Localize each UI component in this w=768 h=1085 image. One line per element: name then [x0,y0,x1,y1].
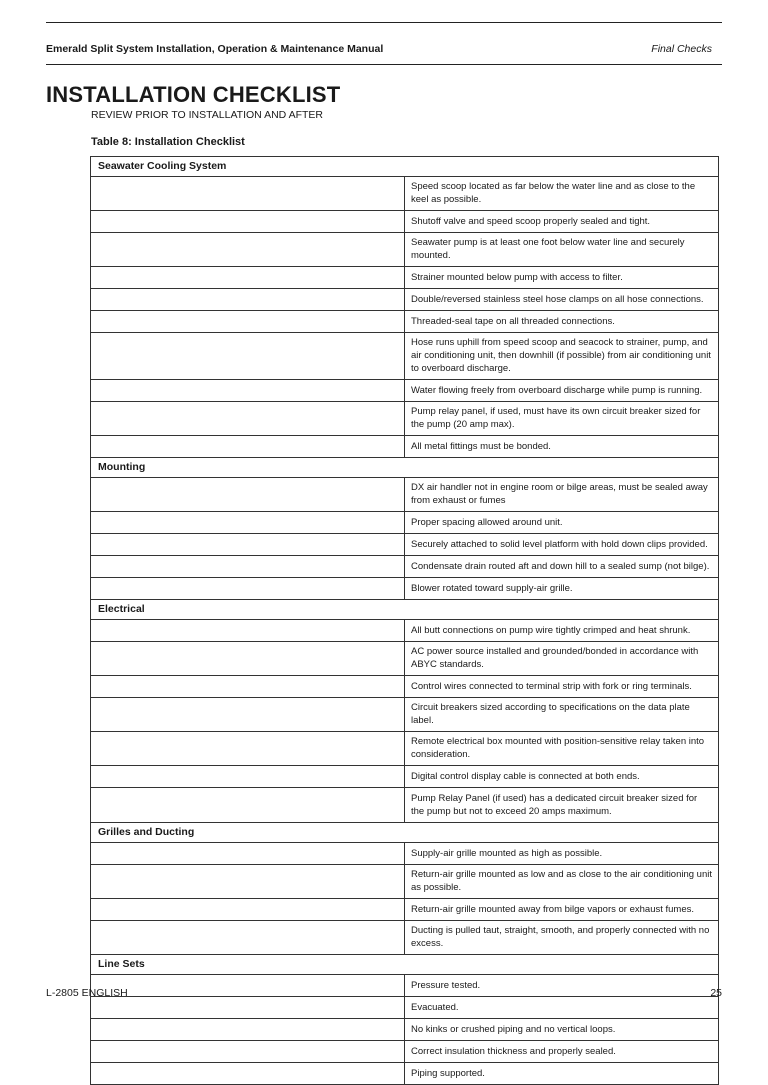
checklist-row [91,788,719,823]
checklist-checkbox[interactable] [91,402,405,436]
checklist-item-text: Circuit breakers sized according to specifications on the data plate label. [405,698,719,732]
checklist-checkbox[interactable] [91,534,405,556]
checklist-checkbox[interactable] [91,899,405,921]
checklist-item-text: AC power source installed and grounded/bonded in accordance with ABYC standards. [405,642,719,676]
section-name: Final Checks [651,43,712,55]
checklist-item-text: Supply-air grille mounted as high as possible. [405,843,719,865]
document-code: L-2805 ENGLISH [46,987,128,999]
checklist-checkbox[interactable] [91,177,405,211]
checklist-item-text: Threaded-seal tape on all threaded connections. [405,311,719,333]
checklist-row [91,289,719,311]
checklist-checkbox[interactable] [91,1063,405,1085]
installation-checklist-table [90,156,719,1085]
page-header [46,43,712,55]
checklist-row [91,512,719,534]
checklist-checkbox[interactable] [91,642,405,676]
checklist-checkbox[interactable] [91,211,405,233]
checklist-item-text: Condensate drain routed aft and down hill to a sealed sump (not bilge). [405,556,719,578]
checklist-checkbox[interactable] [91,732,405,766]
checklist-item-text: Proper spacing allowed around unit. [405,512,719,534]
section-header-row [91,955,719,975]
checklist-checkbox[interactable] [91,698,405,732]
checklist-checkbox[interactable] [91,788,405,823]
checklist-item-text: No kinks or crushed piping and no vertical loops. [405,1019,719,1041]
section-title: Seawater Cooling System [91,157,719,177]
checklist-row [91,267,719,289]
checklist-row [91,642,719,676]
checklist-row [91,766,719,788]
checklist-item-text: Shutoff valve and speed scoop properly sealed and tight. [405,211,719,233]
page-number: 25 [710,987,722,999]
checklist-checkbox[interactable] [91,556,405,578]
checklist-item-text: Speed scoop located as far below the water line and as close to the keel as possible. [405,177,719,211]
checklist-checkbox[interactable] [91,512,405,534]
checklist-checkbox[interactable] [91,233,405,267]
page-subtitle: REVIEW PRIOR TO INSTALLATION AND AFTER [91,109,324,121]
checklist-item-text: Double/reversed stainless steel hose clamps on all hose connections. [405,289,719,311]
checklist-item-text: DX air handler not in engine room or bilge areas, must be sealed away from exhaust or fumes [405,478,719,512]
section-header-row [91,458,719,478]
checklist-row [91,177,719,211]
checklist-checkbox[interactable] [91,578,405,600]
checklist-row [91,1019,719,1041]
checklist-checkbox[interactable] [91,289,405,311]
checklist-row [91,676,719,698]
checklist-row [91,997,719,1019]
checklist-checkbox[interactable] [91,267,405,289]
section-header-row [91,600,719,620]
checklist-row [91,233,719,267]
checklist-row [91,865,719,899]
page-title: INSTALLATION CHECKLIST [46,82,341,107]
checklist-row [91,698,719,732]
section-title: Grilles and Ducting [91,823,719,843]
checklist-checkbox[interactable] [91,478,405,512]
checklist-item-text: Strainer mounted below pump with access to filter. [405,267,719,289]
header-rule [46,64,722,65]
checklist-row [91,478,719,512]
checklist-row [91,899,719,921]
checklist-item-text: Pressure tested. [405,975,719,997]
checklist-checkbox[interactable] [91,676,405,698]
checklist-checkbox[interactable] [91,997,405,1019]
manual-title: Emerald Split System Installation, Operation & Maintenance Manual [46,43,384,55]
checklist-item-text: Remote electrical box mounted with position-sensitive relay taken into consideration. [405,732,719,766]
checklist-row [91,578,719,600]
checklist-row [91,620,719,642]
checklist-body [91,157,719,1085]
checklist-item-text: Pump Relay Panel (if used) has a dedicated circuit breaker sized for the pump but not to exceed 20 amps maximum. [405,788,719,823]
checklist-item-text: Water flowing freely from overboard discharge while pump is running. [405,380,719,402]
section-header-row [91,823,719,843]
checklist-checkbox[interactable] [91,620,405,642]
checklist-row [91,556,719,578]
checklist-item-text: Securely attached to solid level platform with hold down clips provided. [405,534,719,556]
checklist-row [91,333,719,380]
checklist-checkbox[interactable] [91,380,405,402]
checklist-item-text: Pump relay panel, if used, must have its own circuit breaker sized for the pump (20 amp max). [405,402,719,436]
checklist-checkbox[interactable] [91,921,405,955]
checklist-checkbox[interactable] [91,436,405,458]
table-caption: Table 8: Installation Checklist [91,136,245,148]
checklist-row [91,843,719,865]
checklist-item-text: Evacuated. [405,997,719,1019]
checklist-checkbox[interactable] [91,1019,405,1041]
section-title: Mounting [91,458,719,478]
checklist-row [91,732,719,766]
checklist-item-text: Hose runs uphill from speed scoop and seacock to strainer, pump, and air conditioning unit, then downhill (if possible) from air conditioning unit to overboard discharge. [405,333,719,380]
page-footer [46,987,722,999]
checklist-checkbox[interactable] [91,311,405,333]
checklist-checkbox[interactable] [91,333,405,380]
checklist-item-text: All butt connections on pump wire tightly crimped and heat shrunk. [405,620,719,642]
checklist-item-text: Blower rotated toward supply-air grille. [405,578,719,600]
checklist-item-text: Ducting is pulled taut, straight, smooth, and properly connected with no excess. [405,921,719,955]
checklist-checkbox[interactable] [91,865,405,899]
checklist-item-text: Correct insulation thickness and properly sealed. [405,1041,719,1063]
checklist-row [91,534,719,556]
checklist-row [91,1063,719,1085]
checklist-checkbox[interactable] [91,843,405,865]
section-title: Electrical [91,600,719,620]
checklist-checkbox[interactable] [91,1041,405,1063]
checklist-item-text: Return-air grille mounted away from bilge vapors or exhaust fumes. [405,899,719,921]
section-title: Line Sets [91,955,719,975]
checklist-row [91,921,719,955]
checklist-item-text: Digital control display cable is connected at both ends. [405,766,719,788]
checklist-item-text: Return-air grille mounted as low and as close to the air conditioning unit as possible. [405,865,719,899]
section-header-row [91,157,719,177]
checklist-row [91,436,719,458]
checklist-row [91,211,719,233]
checklist-row [91,1041,719,1063]
checklist-row [91,380,719,402]
checklist-item-text: Control wires connected to terminal strip with fork or ring terminals. [405,676,719,698]
checklist-checkbox[interactable] [91,766,405,788]
checklist-item-text: Piping supported. [405,1063,719,1085]
checklist-item-text: All metal fittings must be bonded. [405,436,719,458]
checklist-item-text: Seawater pump is at least one foot below water line and securely mounted. [405,233,719,267]
checklist-row [91,402,719,436]
checklist-row [91,311,719,333]
top-rule [46,22,722,23]
